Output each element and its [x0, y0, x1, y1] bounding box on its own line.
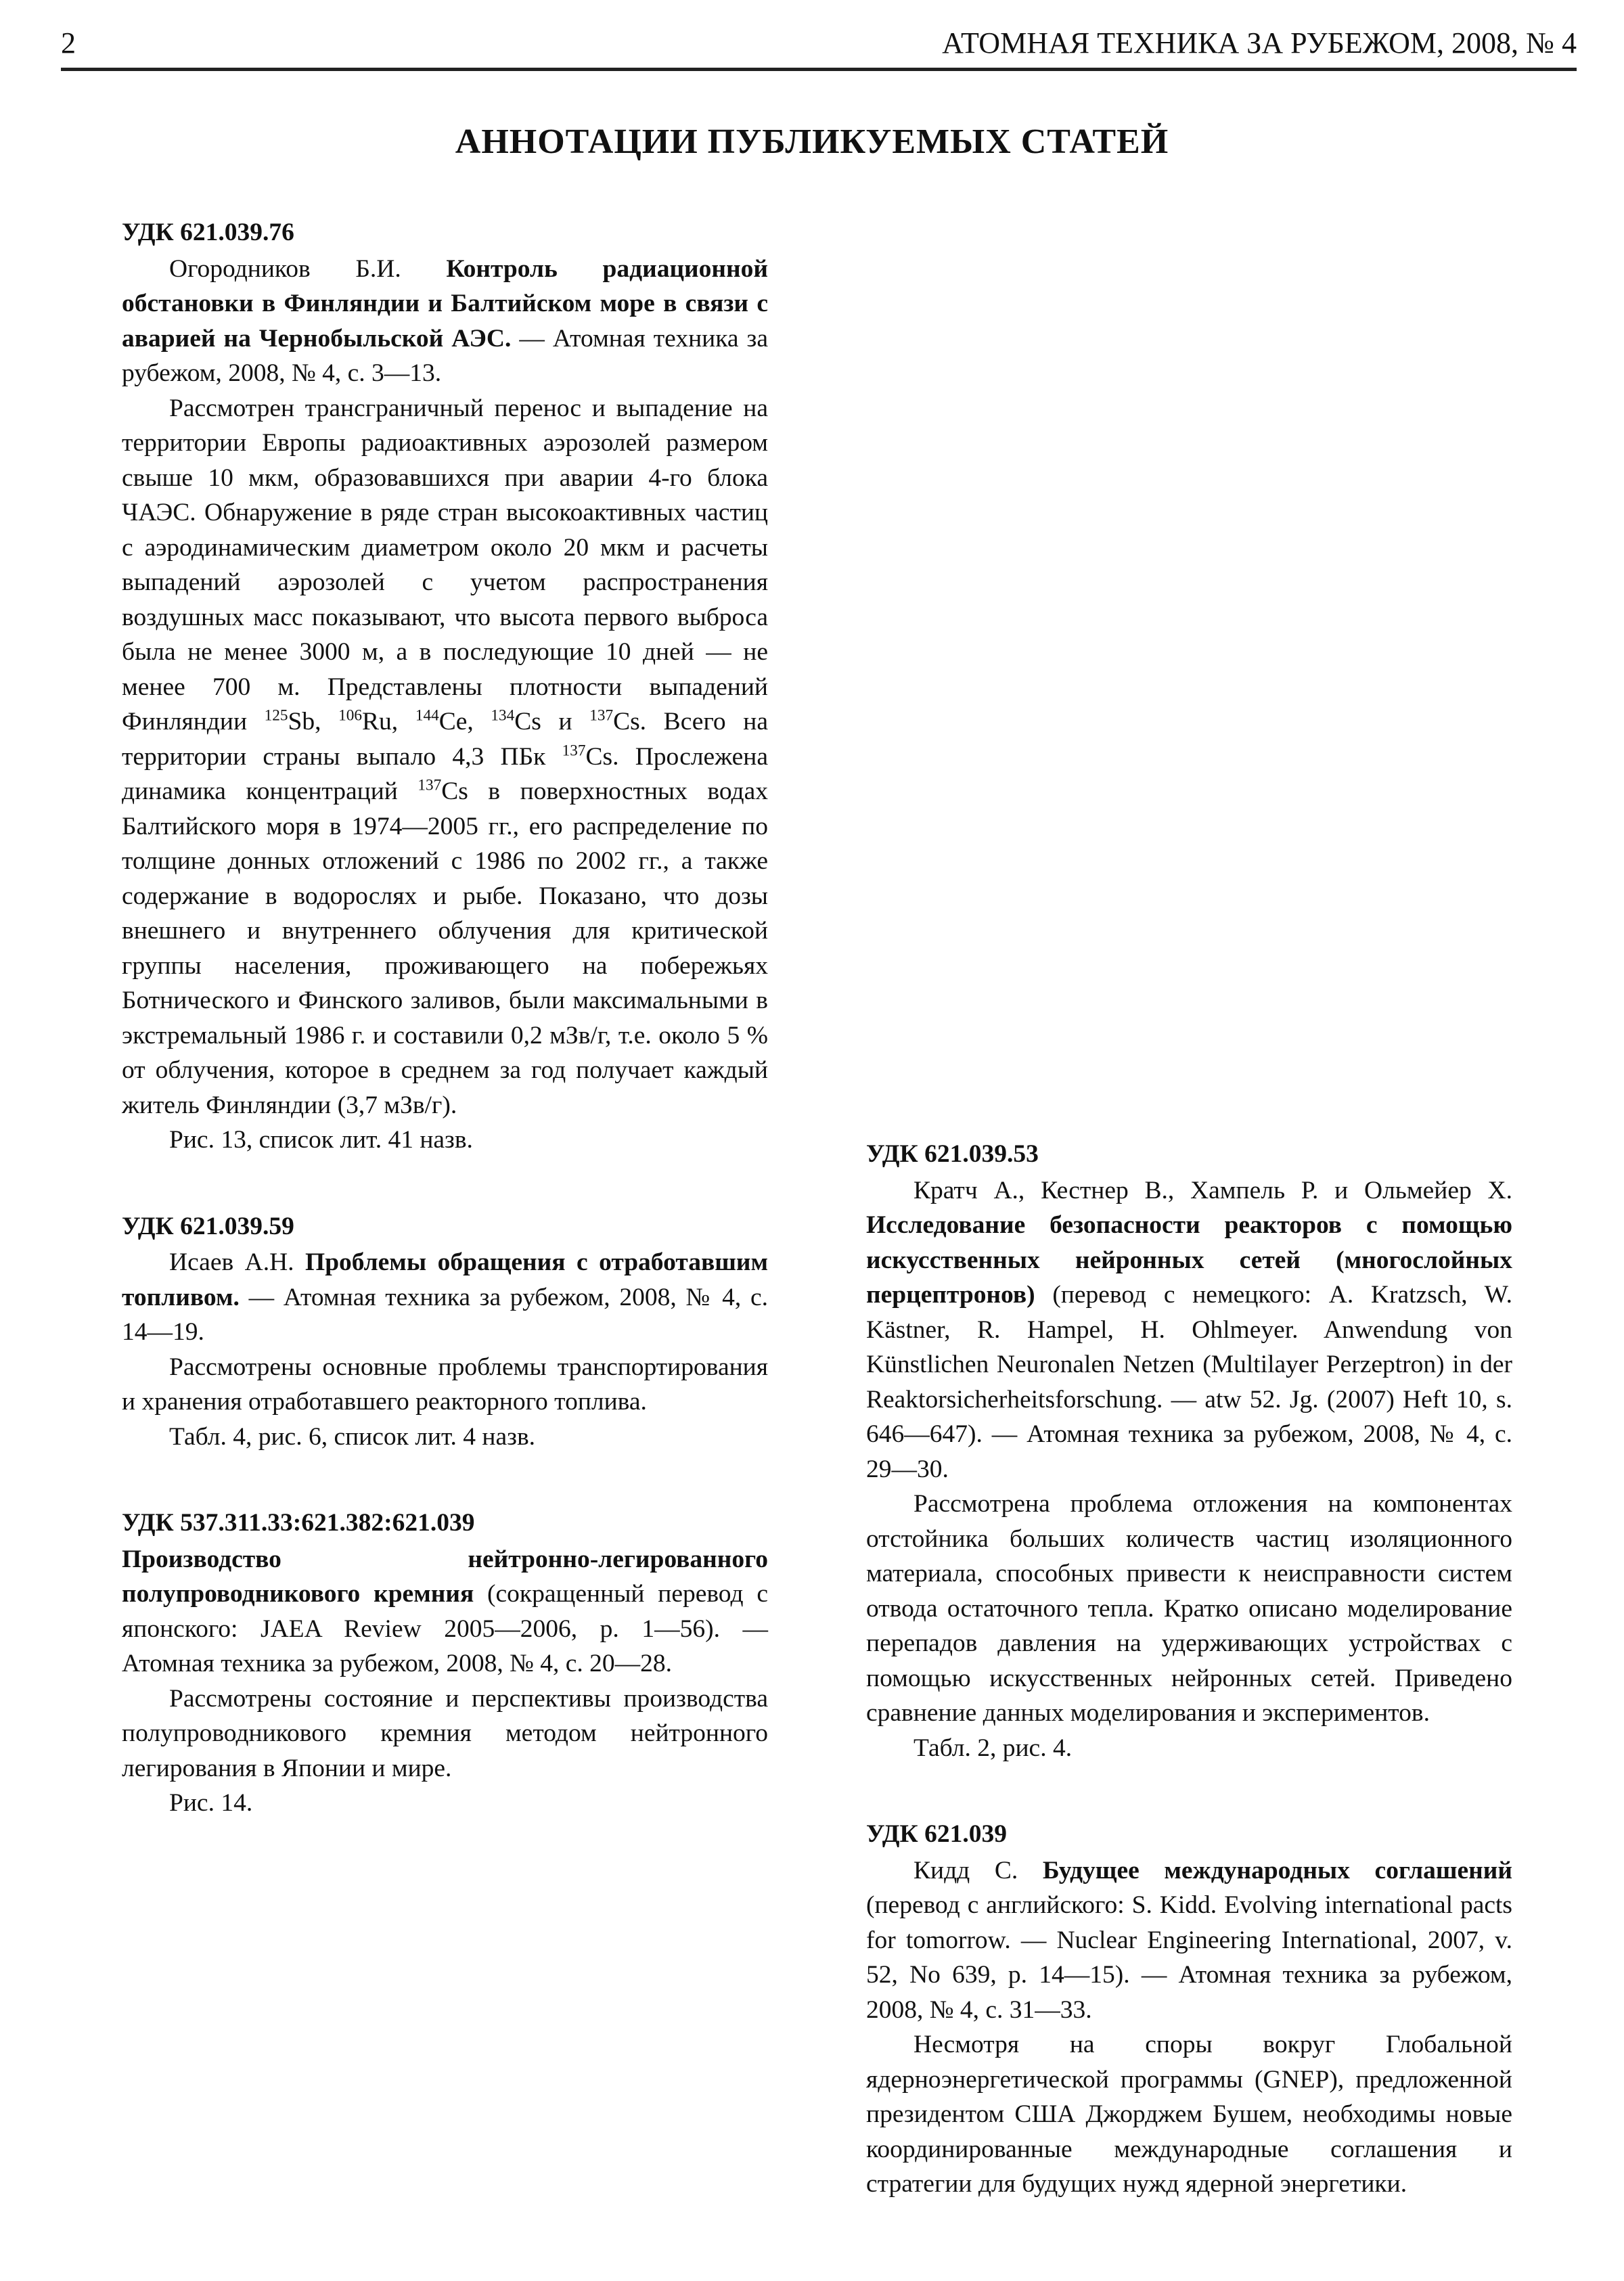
author: Кратч А., Кестнер В., Хампель Р. и Ольмейер Х. — [914, 1176, 1512, 1204]
abstract-entry — [866, 1817, 1512, 2202]
abstract-text: Рассмотрен трансграничный перенос и выпадение на территории Европы радиоактивных аэрозолей размером свыше 10 мкм, образовавшихся при аварии 4-го блока ЧАЭС. Обнаружение в ряде стран высокоактивных частиц с аэродинамическим диаметром около 20 мкм и расчеты выпадений аэрозолей с учетом распространения воздушных масс показывают, что высота первого выброса была не менее 3000 м, а в последующие 10 дней — не менее 700 м. Представлены плотности выпадений Финляндии $^{125}$Sb, $^{106}$Ru, $^{144}$Ce, $^{134}$Cs и $^{137}$Cs. Всего на территории страны выпало 4,3 ПБк $^{137}$Cs. Прослежена динамика концентраций $^{137}$Cs в поверхностных водах Балтийского моря в 1974—2005 гг., его распределение по толщине донных отложений с 1986 по 2002 гг., а также содержание в водорослях и рыбе. Показано, что дозы внешнего и внутреннего облучения для критической группы населения, проживающего на побережьях Ботнического и Финского заливов, были максимальными в экстремальный 1986 г. и составили 0,2 мЗв/г, т.е. около 5 % от облучения, которое в среднем за год получает каждый житель Финляндии (3,7 мЗв/г). — [122, 394, 768, 1119]
abstract-text: Рассмотрена проблема отложения на компонентах отстойника больших количеств частиц изоляционного материала, способных привести к неисправности систем отвода остаточного тепла. Кратко описано моделирование перепадов давления на удерживающих устройствах с помощью искусственных нейронных сетей. Приведено сравнение данных моделирования и экспериментов. — [866, 1490, 1512, 1727]
citation — [866, 1173, 1512, 1487]
page-number: 2 — [61, 26, 76, 60]
udk-code: УДК 537.311.33:621.382:621.039 — [122, 1509, 475, 1537]
source: (перевод с английского: S. Kidd. Evolving international pacts for tomorrow. — Nuclear Engineering International, 2007, v. 52, No 639, p. 14—15). — Атомная техника за рубежом, 2008, № 4, с. 31—33. — [866, 1891, 1512, 2024]
source: — Атомная техника за рубежом, 2008, № 4, с. 3—13. — [122, 324, 769, 387]
abstract-text: Рассмотрены основные проблемы транспортирования и хранения отработавшего реакторного топлива. — [122, 1353, 768, 1416]
article-title: Будущее международных соглашений — [1042, 1856, 1512, 1884]
header-rule — [61, 68, 1577, 71]
citation — [866, 1853, 1512, 2028]
article-title: Производство нейтронно-легированного полупроводникового кремния — [122, 1545, 768, 1608]
citation — [122, 252, 768, 391]
udk-code: УДК 621.039.53 — [866, 1140, 1039, 1168]
source: (сокращенный перевод с японского: JAEA Review 2005—2006, p. 1—56). — Атомная техника за рубежом, 2008, № 4, с. 20—28. — [122, 1580, 768, 1677]
citation — [122, 1245, 768, 1350]
author: Исаев А.Н. — [169, 1248, 306, 1276]
figures-note: Рис. 14. — [169, 1789, 253, 1817]
abstract-entry — [122, 1209, 768, 1455]
udk-code: УДК 621.039.59 — [122, 1212, 294, 1240]
abstract-entry — [122, 1506, 768, 1821]
figures-note: Рис. 13, список лит. 41 назв. — [169, 1126, 473, 1154]
figures-note: Табл. 2, рис. 4. — [914, 1734, 1073, 1762]
article-title: Проблемы обращения с отработавшим топливом. — [122, 1248, 769, 1311]
running-header — [61, 26, 1577, 60]
article-title: Исследование безопасности реакторов с помощью искусственных нейронных сетей (многослойных перцептронов) — [866, 1211, 1512, 1309]
journal-title: АТОМНАЯ ТЕХНИКА ЗА РУБЕЖОМ, 2008, № 4 — [942, 26, 1577, 60]
figures-note: Табл. 4, рис. 6, список лит. 4 назв. — [169, 1422, 536, 1451]
abstract-entry — [866, 1137, 1512, 1765]
abstract-text: Рассмотрены состояние и перспективы производства полупроводникового кремния методом нейтронного легирования в Японии и мире. — [122, 1684, 768, 1782]
udk-code: УДК 621.039 — [866, 1820, 1007, 1848]
left-column — [122, 215, 768, 1821]
udk-code: УДК 621.039.76 — [122, 219, 294, 246]
right-column — [866, 1137, 1512, 2253]
author: Кидд С. — [914, 1856, 1043, 1884]
article-title: Контроль радиационной обстановки в Финляндии и Балтийском море в связи с аварией на Чернобыльской АЭС. — [122, 254, 768, 353]
source: (перевод с немецкого: A. Kratzsch, W. Kästner, R. Hampel, H. Ohlmeyer. Anwendung von Künstlichen Neuronalen Netzen (Multilayer Perzeptron) in der Reaktorsicherheitsforschung. — atw 52. Jg. (2007) Heft 10, s. 646—647). — Атомная техника за рубежом, 2008, № 4, с. 29—30. — [866, 1281, 1512, 1483]
author: Огородников Б.И. — [169, 254, 447, 283]
section-title: АННОТАЦИИ ПУБЛИКУЕМЫХ СТАТЕЙ — [455, 122, 1169, 161]
citation — [122, 1542, 768, 1681]
abstract-text: Несмотря на споры вокруг Глобальной ядерноэнергетической программы (GNEP), предложенной президентом США Джорджем Бушем, необходимы новые координированные международные соглашения и стратегии для будущих нужд ядерной энергетики. — [866, 2031, 1512, 2198]
abstract-entry — [122, 215, 768, 1158]
source: — Атомная техника за рубежом, 2008, № 4, с. 14—19. — [122, 1283, 768, 1346]
